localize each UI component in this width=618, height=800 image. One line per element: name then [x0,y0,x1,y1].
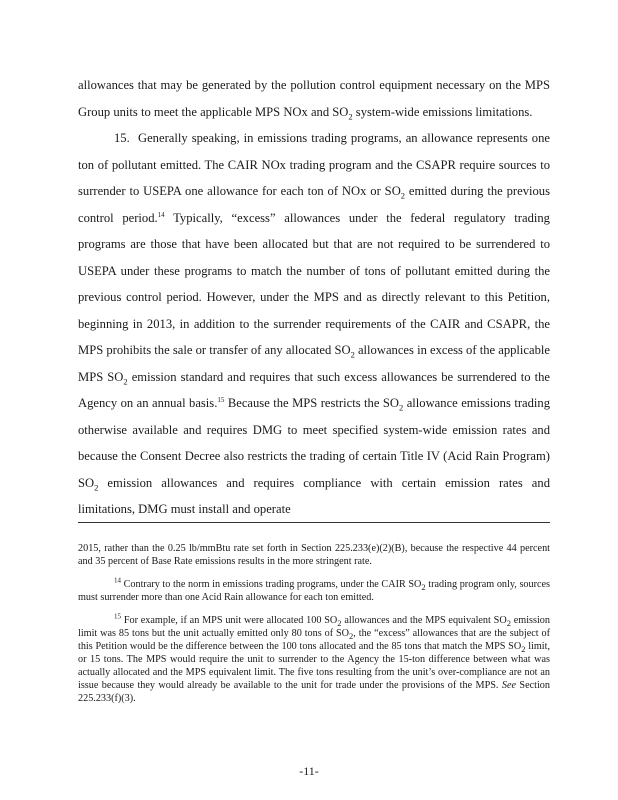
footnote-number: 14 [114,576,121,585]
footnote-14: $^{14}$ Contrary to the norm in emissions trading programs, under the CAIR $SO_2$ trading program only, sources must surrender more than one Acid Rain allowance for each ton emitted. [78,576,550,603]
footnotes [78,542,550,715]
footnote-divider [78,522,550,523]
footnote-number: 15 [114,612,121,621]
footnote-ref-14: 14 [157,210,165,219]
paragraph-continuation: allowances that may be generated by the pollution control equipment necessary on the MPS Group units to meet the applicable MPS NOx and $SO_2$ system-wide emissions limitations. [78,78,550,122]
body-text [78,72,550,523]
paragraph-number: 15. [114,131,130,145]
paragraph-15: 15. Generally speaking, in emissions trading programs, an allowance represents one ton of pollutant emitted. The CAIR NOx trading program and the CSAPR require sources to surrender to USEPA one allowance for each ton of NOx or $SO_2$ emitted during the previous control period.$^{14}$ Typically, “excess” allowances under the federal regulatory trading programs are those that have been allocated but that are not required to be surrendered to USEPA under these programs to match the number of tons of pollutant emitted during the previous control period. However, under the MPS and as directly relevant to this Petition, beginning in 2013, in addition to the surrender requirements of the CAIR and CSAPR, the MPS prohibits the sale or transfer of any allocated $SO_2$ allowances in excess of the applicable MPS $SO_2$ emission standard and requires that such excess allowances be surrendered to the Agency on an annual basis.$^{15}$ Because the MPS restricts the $SO_2$ allowance emissions trading otherwise available and requires DMG to meet specified system-wide emission rates and because the Consent Decree also restricts the trading of certain Title IV (Acid Rain Program) $SO_2$ emission allowances and requires compliance with certain emission rates and limitations, DMG must install and operate [78,125,550,523]
footnote-15: $^{15}$ For example, if an MPS unit were allocated 100 $SO_2$ allowances and the MPS equivalent $SO_2$ emission limit was 85 tons but the unit actually emitted only 80 tons of $SO_2$, the “excess” allowances that are the subject of this Petition would be the difference between the 100 tons allocated and the 85 tons that match the MPS $SO_2$ limit, or 15 tons. The MPS would require the unit to surrender to the Agency the 15-ton difference between what was actually allocated and the MPS equivalent limit. The five tons resulting from the unit’s over-compliance are not an issue because they would already be available to the unit for trade under the provisions of the MPS. See Section 225.233(f)(3). [78,612,551,704]
footnote-ref-15: 15 [217,395,225,404]
footnote-continuation: 2015, rather than the 0.25 lb/mmBtu rate set forth in Section 225.233(e)(2)(B), because the respective 44 percent and 35 percent of Base Rate emissions results in the more stringent rate. [78,543,550,567]
page-number: -11- [299,764,319,778]
